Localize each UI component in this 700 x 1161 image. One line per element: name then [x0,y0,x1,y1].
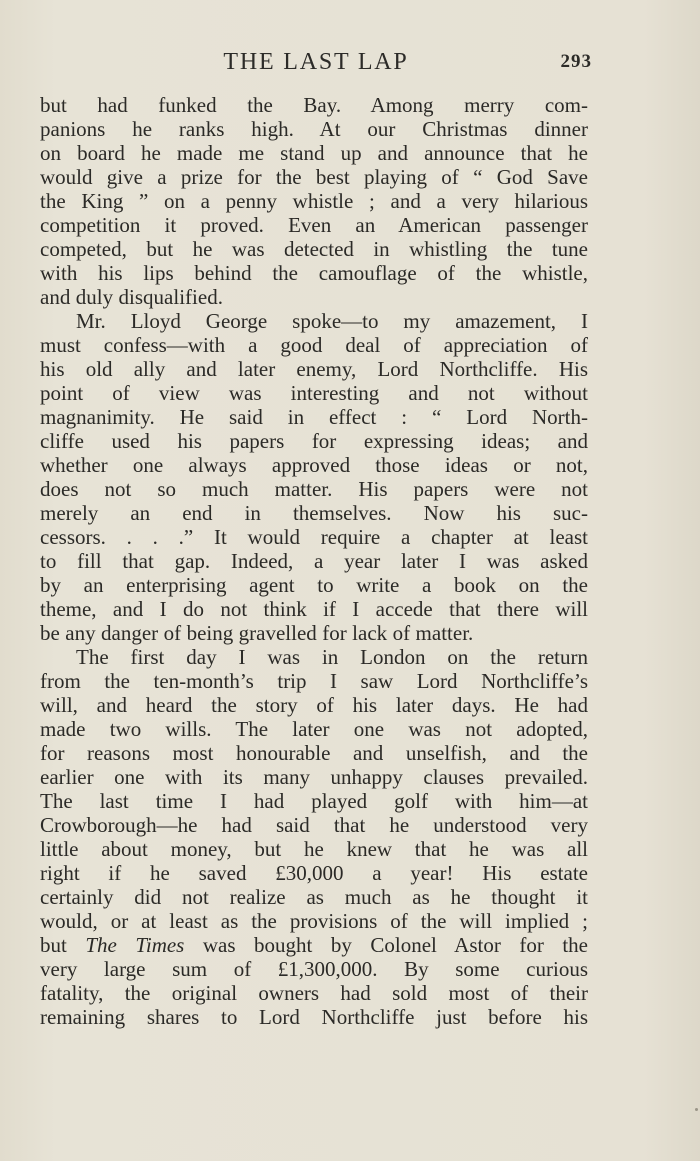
text-line: on board he made me stand up and announce that he [40,141,588,165]
text-line: little about money, but he knew that he was all [40,837,588,861]
text-line: cessors. . . .” It would require a chapter at least [40,525,588,549]
text-line: whether one always approved those ideas or not, [40,453,588,477]
text-line: with his lips behind the camouflage of the whistle, [40,261,588,285]
text-line: right if he saved £30,000 a year! His estate [40,861,588,885]
newspaper-title: The Times [85,933,185,957]
text-line: but had funked the Bay. Among merry com- [40,93,588,117]
text-run: but [40,933,86,957]
running-head [40,45,592,79]
text-line: theme, and I do not think if I accede that there will [40,597,588,621]
text-line: by an enterprising agent to write a book on the [40,573,588,597]
page-number: 293 [560,51,592,72]
text-line: very large sum of £1,300,000. By some curious [40,957,588,981]
text-line: made two wills. The later one was not adopted, [40,717,588,741]
text-line: would, or at least as the provisions of the will implied ; [40,909,588,933]
text-line: the King ” on a penny whistle ; and a very hilarious [40,189,588,213]
text-run: was bought by Colonel Astor for the [184,933,588,957]
text-line: earlier one with its many unhappy clauses prevailed. [40,765,588,789]
text-line: panions he ranks high. At our Christmas dinner [40,117,588,141]
text-line: merely an end in themselves. Now his suc- [40,501,588,525]
text-line: point of view was interesting and not without [40,381,588,405]
text-line: fatality, the original owners had sold most of their [40,981,588,1005]
text-line: and duly disqualified. [40,285,223,309]
text-line: competed, but he was detected in whistling the tune [40,237,588,261]
text-line: will, and heard the story of his later days. He had [40,693,588,717]
text-line: his old ally and later enemy, Lord Northcliffe. His [40,357,588,381]
text-line: certainly did not realize as much as he thought it [40,885,588,909]
text-line: remaining shares to Lord Northcliffe just before his [40,1005,588,1029]
text-line: competition it proved. Even an American passenger [40,213,588,237]
text-line: for reasons most honourable and unselfish, and the [40,741,588,765]
text-line: be any danger of being gravelled for lack of matter. [40,621,474,645]
body-text [40,93,588,1029]
text-line: from the ten-month’s trip I saw Lord Northcliffe’s [40,669,588,693]
running-title: THE LAST LAP [223,49,409,75]
scan-speck [695,1108,698,1111]
text-line: The last time I had played golf with him—at [40,789,588,813]
text-line-with-italic [40,933,588,957]
text-line: Crowborough—he had said that he understood very [40,813,588,837]
text-line: must confess—with a good deal of appreciation of [40,333,588,357]
text-line: magnanimity. He said in effect : “ Lord North- [40,405,588,429]
text-line: cliffe used his papers for expressing ideas; and [40,429,588,453]
text-line: Mr. Lloyd George spoke—to my amazement, I [76,309,588,333]
text-line: The first day I was in London on the return [76,645,588,669]
text-line: to fill that gap. Indeed, a year later I was asked [40,549,588,573]
text-line: would give a prize for the best playing of “ God Save [40,165,588,189]
text-line: does not so much matter. His papers were not [40,477,588,501]
